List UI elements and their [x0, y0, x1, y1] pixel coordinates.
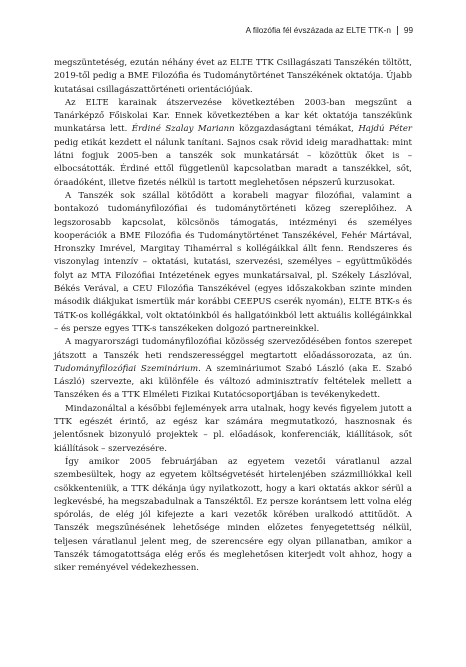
person-name: Hajdú Péter — [358, 124, 412, 135]
person-name: Érdiné Szalay Mariann — [131, 124, 235, 135]
header-separator — [397, 26, 398, 35]
running-title: A filozófia fél évszázada az ELTE TTK-n — [245, 26, 391, 35]
paragraph-6: Így amikor 2005 februárjában az egyetem vezetői váratlanul azzal szembesültek, hogy az egyetem költségvetését hirtelenjében százmilliókkal kell csökkenteniük, a TTK dékánja úgy nyilatkozott, hogy a kari oktatás akkor sérül a legkevésbé, ha megszabadulnak a Tanszéktől. Ez persze korántsem lett volna elég spórolás, de elég jól kifejezte a kari vezetők körében uralkodó attitűdöt. A Tanszék megszűnésének lehetősége minden előzetes fenyegetettség nélkül, teljesen váratlanul jelent meg, de szerencsére egy olyan pillanatban, amikor a Tanszék támogatottsága elég erős és meglehetősen kiterjedt volt ahhoz, hogy a siker reményével védekezhessen. — [54, 456, 412, 574]
paragraph-4: A magyarországi tudományfilozófiai közösség szerveződésében fontos szerepet játszott a Tanszék heti rendszerességgel megtartott előadássorozata, az ún. Tudományfilozófiai Szeminárium. A szemináriumot Szabó László (aka E. Szabó László) szervezte, aki különféle és változó adminisztratív feltételek mellett a Tanszéken és a TTK Elméleti Fizikai Kutatócsoportjában is tevékenykedett. — [54, 337, 412, 401]
seminar-title: Tudományfilozófiai Szeminárium — [54, 363, 199, 374]
running-header — [246, 26, 413, 35]
paragraph-2: Az ELTE karainak átszervezése következtében 2003-ban megszűnt a Tanárképző Főiskolai Kar. Ennek következtében a kar két oktatója tanszékünk munkatársa lett. Érdiné Szalay Mariann közgazdaságtani témákat, Hajdú Péter pedig etikát kezdett el nálunk tanítani. Sajnos csak rövid ideig maradhattak: mint látni fogjuk 2005-ben a tanszék sok munkatársát – közöttük őket is – elbocsátották. Érdiné ettől függetlenül kapcsolatban maradt a tanszékkel, sőt, óraadóként, illetve fizetés nélkül is tartott meglehetősen népszerű kurzusokat. — [54, 97, 412, 188]
paragraph-3: A Tanszék sok szállal kötődött a korabeli magyar filozófiai, valamint a bontakozó tudományfilozófiai és tudománytörténeti közeg szereplőihez. A legszorosabb kapcsolat, kölcsönös támogatás, intézményi és személyes kooperációk a BME Filozófia és Tudománytörténet Tanszékével, Fehér Mártával, Hronszky Imrével, Margitay Tihamérral s kollégáikkal állt fenn. Rendszeres és viszonylag intenzív – oktatási, kutatási, szervezési, személyes – együttműködés folyt az MTA Filozófiai Intézetének egyes munkatársaival, pl. Székely Lászlóval, Békés Verával, a CEU Filozófia Tanszékével (egyes időszakokban szinte minden második diákjukat ismertük már korábbi CEEPUS cserék nyomán), ELTE BTK-s és TáTK-os kollégákkal, volt oktatóinkból és hallgatóinkból lett aktuális kollégáinkkal – és persze egyes TTK-s tanszékeken dolgozó partnereinkkel. — [54, 190, 412, 334]
paragraph-1: megszüntetéség, ezután néhány évet az ELTE TTK Csillagászati Tanszékén töltött, 2019-től pedig a BME Filozófia és Tudománytörténet Tanszékének oktatója. Újabb kutatásai csillagászattörténeti orientációjúak. — [54, 58, 412, 95]
page-number: 99 — [403, 26, 413, 35]
body-text — [54, 57, 412, 576]
paragraph-5: Mindazonáltal a későbbi fejlemények arra utalnak, hogy kevés figyelem jutott a TTK egészét érintő, az egész kar számára megmutatkozó, hasznosnak és jelentősnek bizonyuló projektek – pl. előadások, konferenciák, kiállítások, sőt kiállítások – szervezésére. — [54, 403, 412, 454]
